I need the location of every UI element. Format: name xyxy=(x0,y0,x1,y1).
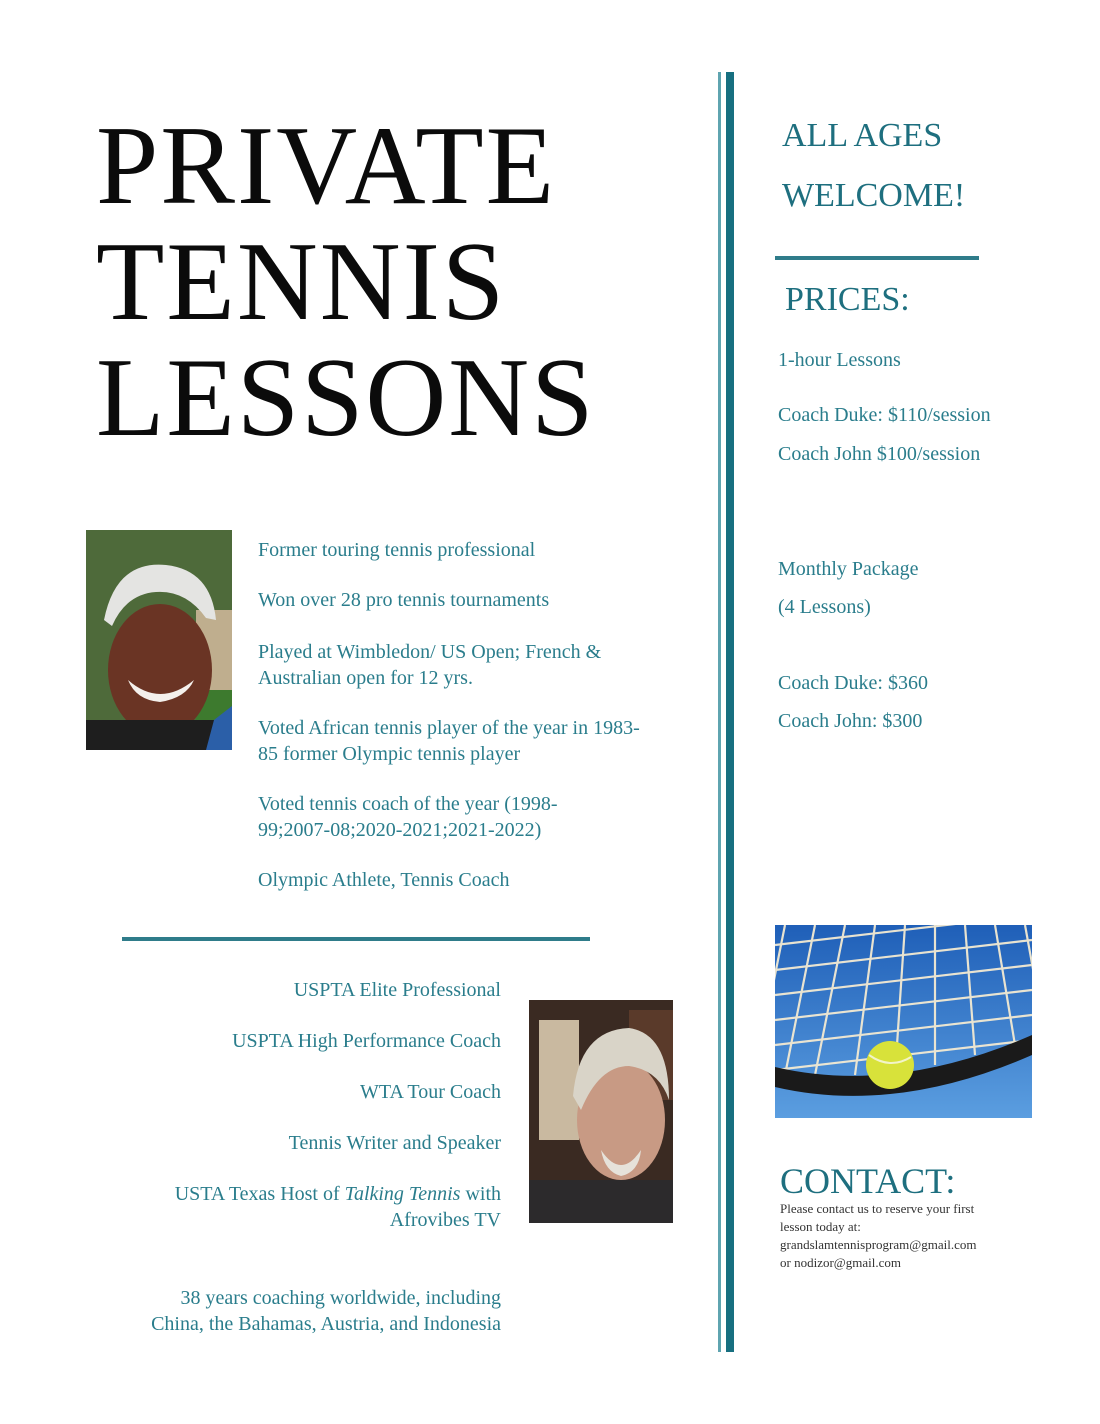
bio-item: Voted African tennis player of the year in 1983-85 former Olympic tennis player xyxy=(258,717,640,765)
monthly-label: Monthly Package xyxy=(778,558,919,580)
host-suffix: with xyxy=(460,1183,501,1205)
bio-item: Voted tennis coach of the year (1998-99;2007-08;2020-2021;2021-2022) xyxy=(258,793,558,841)
bio-item-host xyxy=(100,1181,501,1207)
page-title xyxy=(96,104,596,460)
monthly-duke-price: Coach Duke: $360 xyxy=(778,672,928,694)
bio-item: USPTA Elite Professional xyxy=(293,979,501,1001)
monthly-sub: (4 Lessons) xyxy=(778,596,871,618)
bio-item-host-line2: Afrovibes TV xyxy=(389,1209,501,1231)
contact-heading: CONTACT: xyxy=(780,1161,956,1201)
coach-john-photo xyxy=(529,1000,673,1223)
experience-line-1: 38 years coaching worldwide, including xyxy=(180,1287,501,1309)
bio-item: WTA Tour Coach xyxy=(359,1081,501,1103)
bio-item: Played at Wimbledon/ US Open; French & Australian open for 12 yrs. xyxy=(258,641,602,689)
hourly-john-price: Coach John $100/session xyxy=(778,443,981,465)
bio-item: Won over 28 pro tennis tournaments xyxy=(258,589,550,611)
coach-john-bio xyxy=(100,977,501,1337)
contact-line-1: Please contact us to reserve your first xyxy=(780,1201,975,1216)
host-prefix: USTA Texas Host of xyxy=(174,1183,345,1205)
vertical-rule-thin xyxy=(718,72,721,1352)
contact-email-secondary[interactable]: or nodizor@gmail.com xyxy=(780,1255,901,1270)
tennis-racket-image xyxy=(775,925,1032,1118)
bio-item: Former touring tennis professional xyxy=(258,539,536,561)
contact-line-2: lesson today at: xyxy=(780,1219,861,1234)
title-line-1: PRIVATE xyxy=(96,104,557,228)
all-ages-line-2: WELCOME! xyxy=(782,177,966,214)
bio-item: Tennis Writer and Speaker xyxy=(288,1132,501,1154)
coach-duke-bio xyxy=(258,537,678,893)
hourly-label: 1-hour Lessons xyxy=(778,349,901,371)
contact-details xyxy=(780,1200,976,1272)
section-divider xyxy=(122,937,590,941)
show-title: Talking Tennis xyxy=(344,1183,461,1205)
all-ages-heading xyxy=(782,106,965,226)
bio-item: Olympic Athlete, Tennis Coach xyxy=(258,869,510,891)
coach-duke-photo xyxy=(86,530,232,750)
sidebar-divider xyxy=(775,256,979,260)
hourly-duke-price: Coach Duke: $110/session xyxy=(778,404,991,426)
bio-item: USPTA High Performance Coach xyxy=(232,1030,501,1052)
monthly-john-price: Coach John: $300 xyxy=(778,710,923,732)
title-line-2: TENNIS xyxy=(96,220,507,344)
experience-line-2: China, the Bahamas, Austria, and Indonesia xyxy=(151,1313,501,1335)
all-ages-line-1: ALL AGES xyxy=(782,117,943,154)
title-line-3: LESSONS xyxy=(96,336,596,460)
contact-email-primary[interactable]: grandslamtennisprogram@gmail.com xyxy=(780,1237,977,1252)
vertical-rule-thick xyxy=(726,72,734,1352)
prices-heading: PRICES: xyxy=(785,281,910,318)
